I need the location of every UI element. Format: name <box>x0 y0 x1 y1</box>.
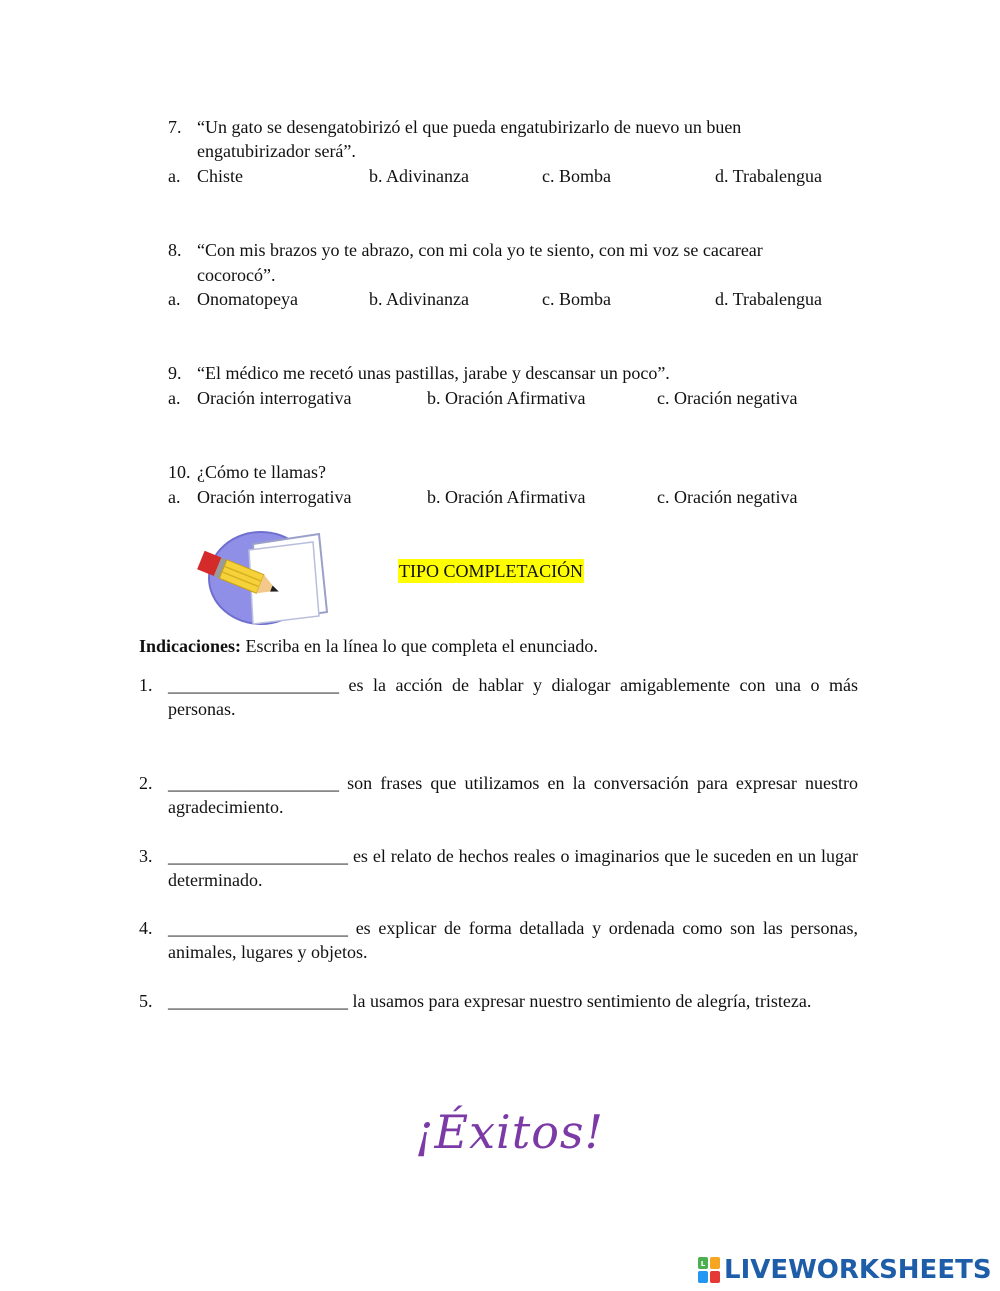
option-c[interactable]: c. Oración negativa <box>657 487 798 507</box>
instructions-text: Escriba en la línea lo que completa el enunciado. <box>245 636 598 656</box>
question-number: 10. <box>168 462 191 482</box>
question-number: 8. <box>168 240 182 260</box>
instructions <box>139 634 598 658</box>
item-number: 2. <box>139 773 153 793</box>
option-letter: a. <box>168 487 181 507</box>
question-text-line-1: “Con mis brazos yo te abrazo, con mi cola yo te siento, con mi voz se cacarear <box>197 240 763 260</box>
liveworksheets-logo-icon <box>698 1257 720 1283</box>
option-c[interactable]: c. Oración negativa <box>657 388 798 408</box>
question-text-line-2: engatubirizador será”. <box>197 141 356 161</box>
option-b[interactable]: b. Oración Afirmativa <box>427 388 586 408</box>
section-title: TIPO COMPLETACIÓN <box>399 561 584 581</box>
option-letter: a. <box>168 289 181 309</box>
question-number: 7. <box>168 117 182 137</box>
brand-name: LIVEWORKSHEETS <box>724 1255 992 1285</box>
instructions-label: Indicaciones: <box>139 636 242 656</box>
option-b[interactable]: b. Adivinanza <box>369 166 469 186</box>
option-b[interactable]: b. Oración Afirmativa <box>427 487 586 507</box>
completion-item-3[interactable]: ____________________ es el relato de hechos reales o imaginarios que le suceden en un lugar determinado. <box>168 846 858 890</box>
question-text-line-1: “Un gato se desengatobirizó el que pueda engatubirizarlo de nuevo un buen <box>197 117 742 137</box>
option-a[interactable]: Onomatopeya <box>197 289 298 309</box>
pencil-paper-icon <box>195 528 335 628</box>
question-number: 9. <box>168 363 182 383</box>
question-text-line-2: cocorocó”. <box>197 265 276 285</box>
closing-text: ¡Éxitos! <box>415 1105 604 1159</box>
liveworksheets-brand[interactable] <box>698 1253 992 1287</box>
logo-letter-l: L <box>700 1260 706 1268</box>
option-letter: a. <box>168 388 181 408</box>
completion-item-4[interactable]: ____________________ es explicar de forma detallada y ordenada como son las personas, animales, lugares y objetos. <box>168 918 858 962</box>
option-b[interactable]: b. Adivinanza <box>369 289 469 309</box>
option-d[interactable]: d. Trabalengua <box>715 289 822 309</box>
option-c[interactable]: c. Bomba <box>542 289 611 309</box>
question-text-line-1: ¿Cómo te llamas? <box>197 462 326 482</box>
option-d[interactable]: d. Trabalengua <box>715 166 822 186</box>
question-text-line-1: “El médico me recetó unas pastillas, jarabe y descansar un poco”. <box>197 363 670 383</box>
item-number: 3. <box>139 846 153 866</box>
item-number: 5. <box>139 991 153 1011</box>
option-letter: a. <box>168 166 181 186</box>
item-number: 4. <box>139 918 153 938</box>
completion-item-1[interactable]: ___________________ es la acción de hablar y dialogar amigablemente con una o más personas. <box>168 675 858 719</box>
option-a[interactable]: Oración interrogativa <box>197 388 352 408</box>
completion-item-5[interactable]: ____________________ la usamos para expresar nuestro sentimiento de alegría, tristeza. <box>168 991 812 1011</box>
option-a[interactable]: Chiste <box>197 166 244 186</box>
option-c[interactable]: c. Bomba <box>542 166 611 186</box>
option-a[interactable]: Oración interrogativa <box>197 487 352 507</box>
item-number: 1. <box>139 675 153 695</box>
completion-item-2[interactable]: ___________________ son frases que utilizamos en la conversación para expresar nuestro agradecimiento. <box>168 773 858 817</box>
